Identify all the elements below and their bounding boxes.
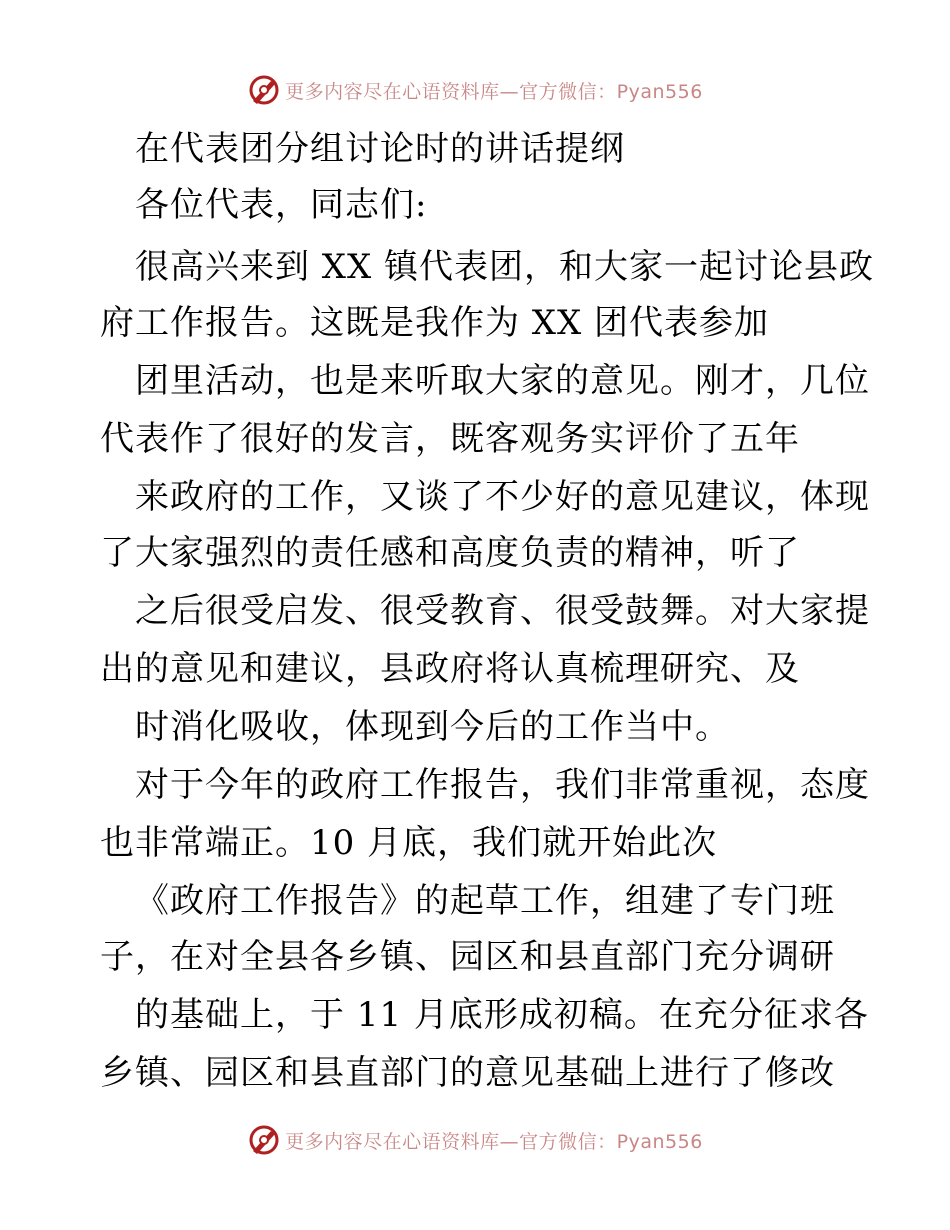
text-line: 对于今年的政府工作报告，我们非常重视，态度 bbox=[135, 765, 870, 805]
text-line: 来政府的工作，又谈了不少好的意见建议，体现 bbox=[135, 477, 870, 517]
text-line: 各位代表，同志们: bbox=[135, 185, 428, 225]
text-line: 了大家强烈的责任感和高度负责的精神，听了 bbox=[100, 533, 800, 573]
watermark-banner-bottom bbox=[0, 1120, 950, 1160]
text-line: 子，在对全县各乡镇、园区和县直部门充分调研 bbox=[100, 937, 835, 977]
text-line: 之后很受启发、很受教育、很受鼓舞。对大家提 bbox=[135, 591, 870, 631]
watermark-text: 更多内容尽在心语资料库—官方微信：Pyan556 bbox=[285, 1130, 703, 1153]
text-line: 府工作报告。这既是我作为 XX 团代表参加 bbox=[100, 303, 770, 343]
watermark-text: 更多内容尽在心语资料库—官方微信：Pyan556 bbox=[285, 80, 703, 103]
watermark-banner-top bbox=[0, 70, 950, 110]
text-line: 也非常端正。10 月底，我们就开始此次 bbox=[100, 823, 718, 863]
text-line: 时消化吸收，体现到今后的工作当中。 bbox=[135, 707, 730, 747]
text-line: 乡镇、园区和县直部门的意见基础上进行了修改 bbox=[100, 1053, 835, 1093]
text-line: 代表作了很好的发言，既客观务实评价了五年 bbox=[100, 419, 800, 459]
text-line: 《政府工作报告》的起草工作，组建了专门班 bbox=[135, 881, 835, 921]
document-title: 在代表团分组讨论时的讲话提纲 bbox=[135, 129, 625, 169]
text-line: 很高兴来到 XX 镇代表团，和大家一起讨论县政 bbox=[135, 247, 875, 287]
text-line: 出的意见和建议，县政府将认真梳理研究、及 bbox=[100, 649, 800, 689]
text-line: 的基础上，于 11 月底形成初稿。在充分征求各 bbox=[135, 995, 869, 1035]
red-pen-circle-logo-icon bbox=[247, 1123, 281, 1157]
text-line: 团里活动，也是来听取大家的意见。刚才，几位 bbox=[135, 361, 870, 401]
red-pen-circle-logo-icon bbox=[247, 73, 281, 107]
